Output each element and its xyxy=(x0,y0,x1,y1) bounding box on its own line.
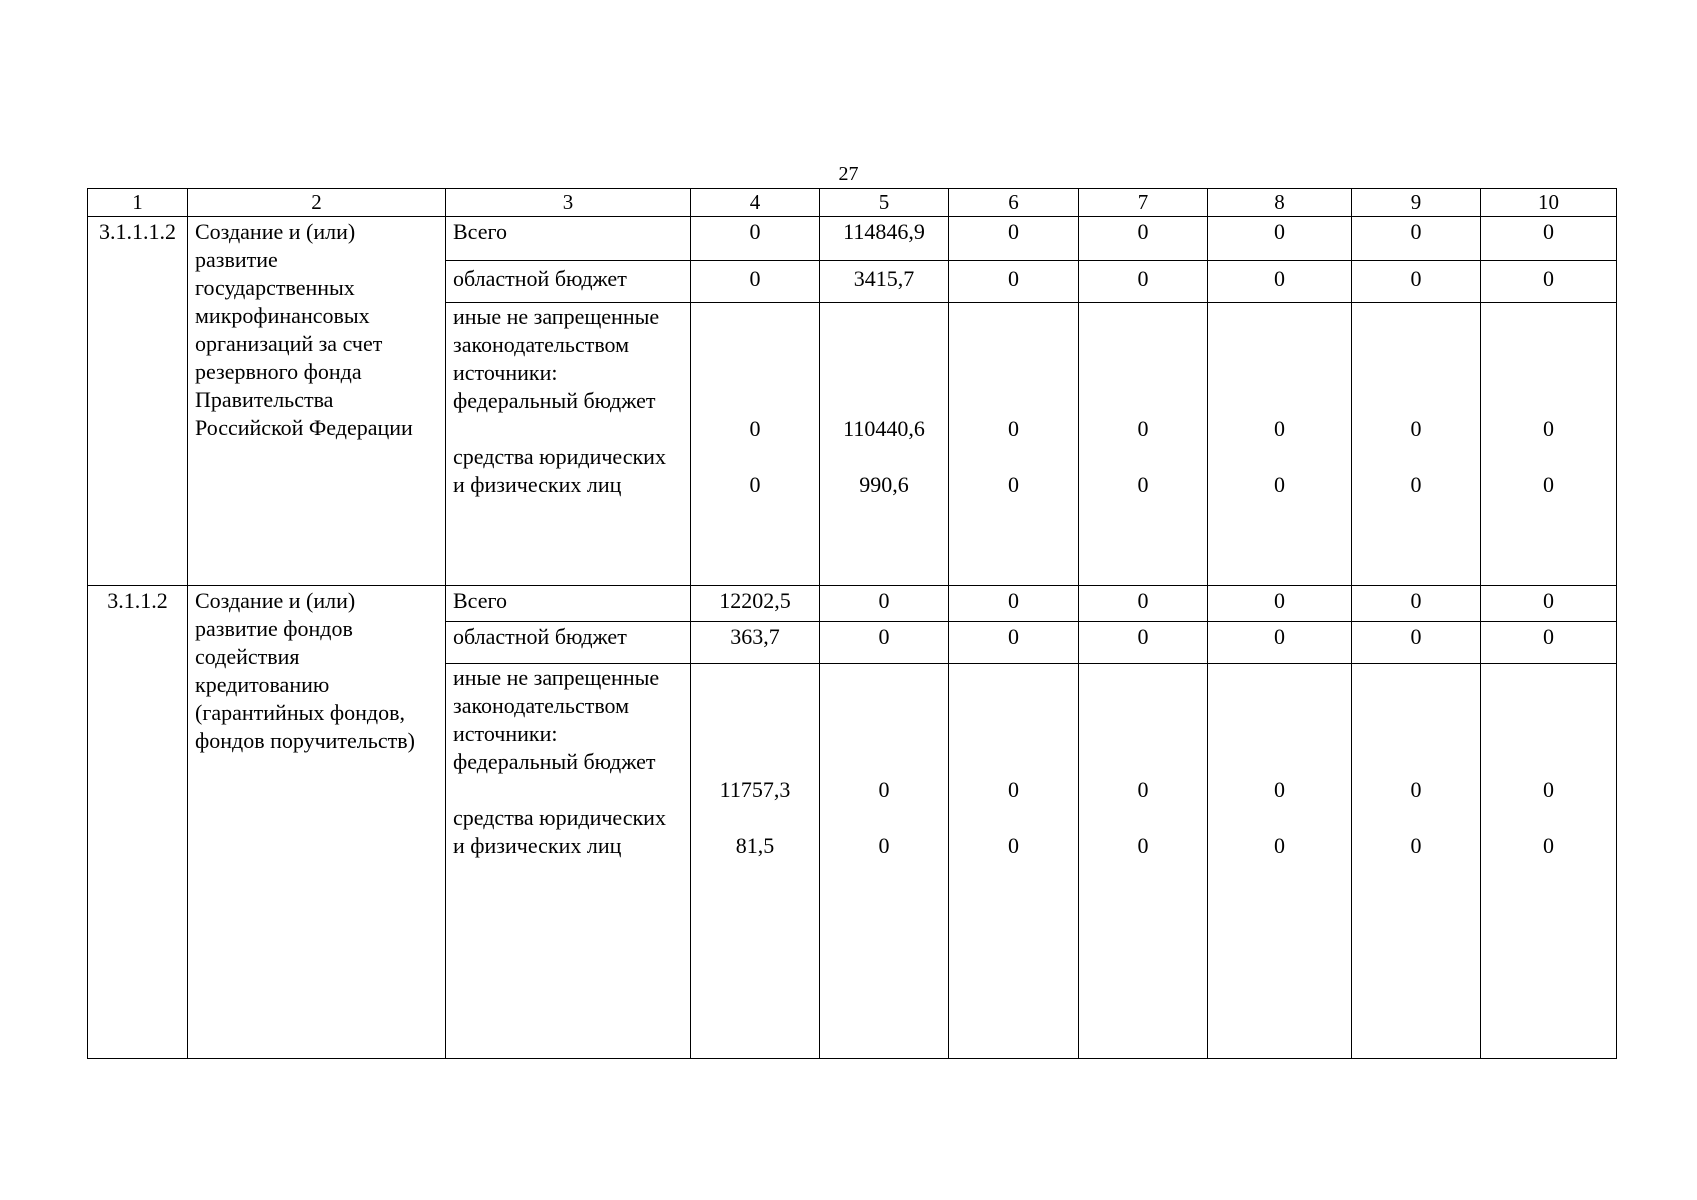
value-cell: 11757,3 xyxy=(719,777,791,802)
value-stack xyxy=(949,664,1079,1059)
header-cell: 4 xyxy=(691,189,820,217)
value-cell: 0 xyxy=(691,217,820,261)
value-cell: 0 xyxy=(820,586,949,622)
header-row xyxy=(88,189,1617,217)
value-cell: 114846,9 xyxy=(820,217,949,261)
value-stack xyxy=(1079,303,1208,586)
value-cell: 110440,6 xyxy=(843,416,925,441)
value-cell: 0 xyxy=(878,833,890,858)
value-stack xyxy=(1481,664,1617,1059)
budget-table xyxy=(87,188,1617,1059)
row-label: областной бюджет xyxy=(446,261,691,303)
sources-cell xyxy=(446,664,691,1059)
value-stack xyxy=(1352,664,1481,1059)
value-cell: 0 xyxy=(1208,217,1352,261)
value-cell: 0 xyxy=(1008,833,1019,858)
value-stack xyxy=(1079,664,1208,1059)
value-cell: 0 xyxy=(1008,416,1019,441)
value-cell: 0 xyxy=(1137,416,1149,441)
value-cell: 3415,7 xyxy=(820,261,949,303)
section-title: Создание и (или) развитие фондов содействия кредитованию (гарантийных фондов, фондов поручительств) xyxy=(188,586,446,1059)
value-cell: 0 xyxy=(1481,622,1617,664)
value-cell: 0 xyxy=(1079,622,1208,664)
value-stack xyxy=(949,303,1079,586)
value-cell: 0 xyxy=(1137,833,1149,858)
value-cell: 0 xyxy=(1274,416,1285,441)
value-stack xyxy=(691,664,820,1059)
value-cell: 0 xyxy=(949,622,1079,664)
value-stack xyxy=(820,303,949,586)
other-sources-label: иные не запрещенные законодательством источники: xyxy=(453,665,660,746)
row-label: областной бюджет xyxy=(446,622,691,664)
federal-budget-label: федеральный бюджет xyxy=(453,388,656,413)
header-cell: 2 xyxy=(188,189,446,217)
value-cell: 0 xyxy=(1352,586,1481,622)
value-cell: 0 xyxy=(1079,586,1208,622)
header-cell: 10 xyxy=(1481,189,1617,217)
legal-entities-label: средства юридических и физических лиц xyxy=(453,444,666,497)
value-cell: 0 xyxy=(1208,261,1352,303)
value-cell: 0 xyxy=(1352,622,1481,664)
value-cell: 0 xyxy=(691,261,820,303)
value-cell: 0 xyxy=(1208,622,1352,664)
value-cell: 0 xyxy=(749,472,761,497)
sources-cell xyxy=(446,303,691,586)
value-cell: 0 xyxy=(1543,472,1554,497)
value-cell: 0 xyxy=(1410,777,1422,802)
value-cell: 0 xyxy=(1481,217,1617,261)
value-cell: 0 xyxy=(949,217,1079,261)
value-stack xyxy=(1481,303,1617,586)
value-cell: 0 xyxy=(1274,777,1285,802)
value-cell: 0 xyxy=(949,261,1079,303)
other-sources-label: иные не запрещенные законодательством источники: xyxy=(453,304,660,385)
header-cell: 8 xyxy=(1208,189,1352,217)
value-cell: 0 xyxy=(1410,472,1422,497)
value-cell: 0 xyxy=(1543,777,1554,802)
value-stack xyxy=(691,303,820,586)
value-cell: 0 xyxy=(1274,833,1285,858)
value-cell: 0 xyxy=(1008,777,1019,802)
value-cell: 0 xyxy=(1008,472,1019,497)
value-cell: 0 xyxy=(1543,416,1554,441)
value-cell: 0 xyxy=(820,622,949,664)
header-cell: 1 xyxy=(88,189,188,217)
section-title: Создание и (или) развитие государственных микрофинансовых организаций за счет резервного фонда Правительства Российской Федерации xyxy=(188,217,446,586)
value-cell: 0 xyxy=(1352,261,1481,303)
value-cell: 363,7 xyxy=(691,622,820,664)
header-cell: 6 xyxy=(949,189,1079,217)
section-code: 3.1.1.2 xyxy=(88,586,188,1059)
row-label: Всего xyxy=(446,586,691,622)
header-cell: 3 xyxy=(446,189,691,217)
section-code: 3.1.1.1.2 xyxy=(88,217,188,586)
value-cell: 990,6 xyxy=(859,472,909,497)
value-cell: 0 xyxy=(1352,217,1481,261)
header-cell: 5 xyxy=(820,189,949,217)
value-cell: 0 xyxy=(1410,833,1422,858)
federal-budget-label: федеральный бюджет xyxy=(453,749,656,774)
value-cell: 0 xyxy=(1079,217,1208,261)
value-cell: 0 xyxy=(1137,472,1149,497)
value-cell: 0 xyxy=(1481,261,1617,303)
value-stack xyxy=(820,664,949,1059)
value-cell: 0 xyxy=(1137,777,1149,802)
value-cell: 0 xyxy=(949,586,1079,622)
value-cell: 0 xyxy=(1481,586,1617,622)
header-cell: 7 xyxy=(1079,189,1208,217)
legal-entities-label: средства юридических и физических лиц xyxy=(453,805,666,858)
value-cell: 0 xyxy=(1208,586,1352,622)
row-label: Всего xyxy=(446,217,691,261)
value-cell: 81,5 xyxy=(735,833,775,858)
value-cell: 0 xyxy=(1410,416,1422,441)
value-stack xyxy=(1208,664,1352,1059)
header-cell: 9 xyxy=(1352,189,1481,217)
page-number: 27 xyxy=(838,163,859,185)
value-cell: 0 xyxy=(1079,261,1208,303)
value-cell: 0 xyxy=(878,777,890,802)
value-stack xyxy=(1352,303,1481,586)
value-stack xyxy=(1208,303,1352,586)
value-cell: 0 xyxy=(1274,472,1285,497)
value-cell: 12202,5 xyxy=(691,586,820,622)
value-cell: 0 xyxy=(1543,833,1554,858)
value-cell: 0 xyxy=(749,416,761,441)
table-row xyxy=(88,217,1617,261)
table-row xyxy=(88,586,1617,622)
